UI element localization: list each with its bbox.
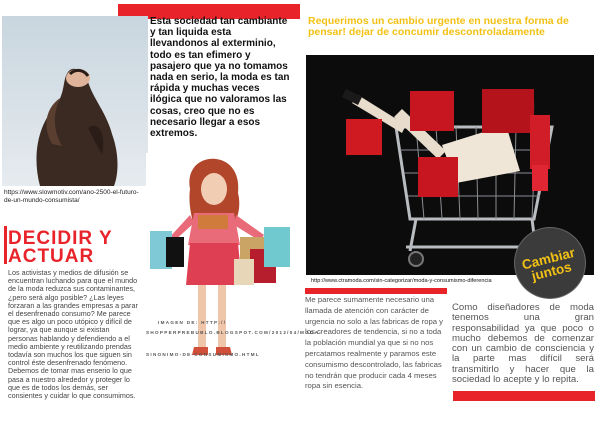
section-title: DECIDIR Y ACTUAR xyxy=(8,228,113,267)
middle-red-bar xyxy=(305,288,447,294)
image2-caption-line-1: IMAGEN DE: HTTP:// xyxy=(158,320,227,325)
image1-caption: https://www.slowmotiv.com/ano-2500-el-futuro-de-un-mundo-consumista/ xyxy=(4,189,139,204)
badge-text: Cambiar juntos xyxy=(520,244,577,284)
left-accent-bar xyxy=(4,226,7,264)
image3-caption: http://www.ctramoda.com/sin-categorizar/moda-y-consumismo-diferencia xyxy=(311,278,492,284)
bottom-red-bar xyxy=(453,391,595,401)
cambiar-juntos-badge xyxy=(515,228,585,298)
column4-paragraph: Como diseñadores de moda tenemos una gran responsabilidad ya que poco o mucho debemos de comenzar con un cambio de consciencia y la parte mas difícil será transmitirlo y hacer que la sociedad lo acepte y lo repita. xyxy=(452,302,594,386)
image2-caption-line-3: SINONIMO-DE-CONSUMISMO.HTML xyxy=(146,352,260,357)
column3-paragraph: Me parece sumamente necesario una llamada de atención con carácter de urgencia no solo a las fabricas de ropa y los creadores de tendencia, si no a toda la población mundial ya que si no nos percatamos realmente y paramos este consumismo descontrolado, las fabricas no tendrán que producir cada 4 meses ropa sin esencia. xyxy=(305,295,444,391)
column1-paragraph: Los activistas y medios de difusión se encuentran luchando para que el mundo de la moda reduzca sus contaminantes, ¿pero será algo posible? ¿Las leyes forzaran a las grandes empresas a parar el desenfrenado consumo? Me parece que es algo un poco utópico y difícil de lograr, ya que aunque si existan personas hablando y defendiendo a el medio ambiente y reutilizando prendas todavía son muchos los que siguen sin control éste desenfrenado fenómeno. Debemos de tomar mas enserio lo que pasa a nuestro alrededor y proteger lo que es de todos los demás, ser consientes y cuidar lo que consumimos. xyxy=(8,268,138,401)
image2-caption xyxy=(146,318,323,360)
photo-woman-hair xyxy=(2,16,148,186)
headline: Requerimos un cambio urgente en nuestra forma de pensar! dejar de concumir descontroladamente xyxy=(308,15,569,38)
intro-paragraph: Esta sociedad tan cambiante y tan liquida esta llevandonos al exterminio, todo es tan efimero y pasajero que ya no tomamos nada en serio, la moda es tan rápida y muchas veces ilógica que no valoramos las cosas, creo que no es necesario llegar a esos extremos. xyxy=(150,16,290,140)
image2-caption-line-2: SHOPPERPREBUBLO.BLOGSPOT.COM/2012/04/MODA- xyxy=(146,330,323,335)
